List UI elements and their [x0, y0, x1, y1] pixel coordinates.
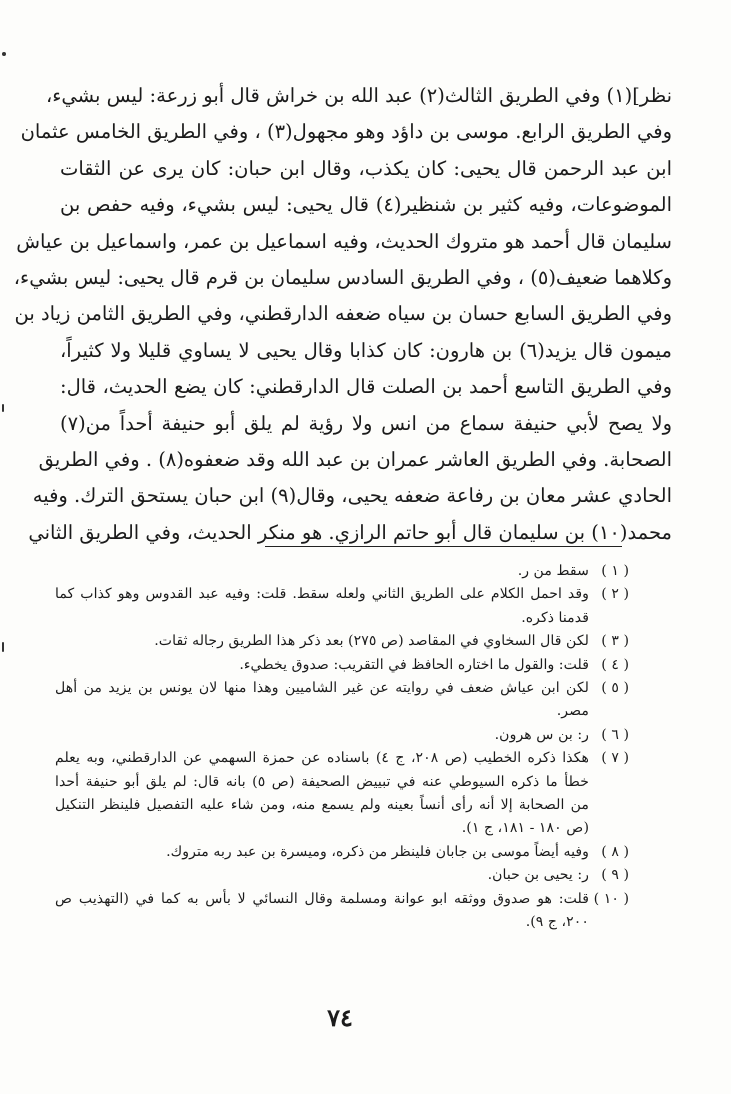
main-text-line: وفي الطريق السابع حسان بن سياه ضعفه الدارقطني، وفي الطريق الثامن زياد بن: [14, 302, 672, 326]
footnote-line: وفيه أيضاً موسى بن جابان فلينظر من ذكره، وميسرة بن عبد ربه متروك.: [166, 843, 589, 860]
main-text-line: نظر](١) وفي الطريق الثالث(٢) عبد الله بن خراش قال أبو زرعة: ليس بشيء،: [45, 84, 672, 107]
footnote-number: ( ١ ): [601, 563, 629, 579]
footnote-text: [55, 630, 589, 653]
footnote-line: قلت: والقول ما اختاره الحافظ في التقريب: صدوق يخطيء.: [239, 656, 589, 673]
footnote-text: [55, 724, 589, 747]
footnote-line: قلت: هو صدوق ووثقه ابو عوانة ومسلمة وقال النسائي لا بأس به كما في (التهذيب ص: [55, 890, 589, 907]
footnote-line: ر: يحيى بن حبان.: [487, 867, 589, 884]
footnote-text: [55, 677, 589, 724]
main-text-line: الحادي عشر معان بن رفاعة ضعفه يحيى، وقال(٩) ابن حبان يستحق الترك. وفيه: [32, 484, 672, 508]
footnote-line: مصر.: [556, 703, 589, 720]
footnote-line: ٢٠٠، ج ٩).: [525, 914, 589, 931]
footnote-number: ( ٦ ): [601, 726, 629, 743]
footnote: [55, 864, 629, 887]
main-text-line: وفي الطريق التاسع أحمد بن الصلت قال الدارقطني: كان يضع الحديث، قال:: [60, 375, 672, 399]
footnote-line: ر: بن س هرون.: [494, 726, 589, 743]
footnote: [55, 841, 629, 864]
footnote: [55, 888, 629, 935]
footnote-line: قدمنا ذكره.: [521, 609, 589, 626]
footnote-line: سقط من ر.: [517, 563, 589, 579]
main-text-line: وفي الطريق الرابع. موسى بن داؤد وهو مجهول(٣) ، وفي الطريق الخامس عثمان: [20, 120, 672, 144]
footnote-text: [55, 654, 589, 677]
footnote: [55, 677, 629, 724]
footnote-number: ( ٢ ): [601, 586, 629, 603]
footnote-separator: [265, 546, 622, 547]
footnote: [55, 583, 629, 630]
footnote-line: (ص ١٨٠ - ١٨١، ج ١).: [461, 820, 589, 837]
footnote-number: ( ٤ ): [601, 656, 629, 673]
footnote: [55, 724, 629, 747]
main-text-body: [13, 78, 672, 551]
footnote-text: [55, 841, 589, 864]
footnote-text: [55, 864, 589, 887]
footnote-line: وقد احمل الكلام على الطريق الثاني ولعله سقط. قلت: وفيه عبد القدوس وهو كذاب كما: [55, 586, 589, 603]
main-text-line: سليمان قال أحمد هو متروك الحديث، وفيه اسماعيل بن عمر، واسماعيل بن عياش: [16, 229, 672, 253]
main-text-line: ميمون قال يزيد(٦) بن هارون: كان كذابا وقال يحيى لا يساوي قليلا ولا كثيراً،: [60, 338, 672, 362]
footnotes-section: [55, 560, 629, 935]
footnote-line: خطأ ما ذكره السيوطي عنه في تبييض الصحيفة (ص ٥) بانه قال: لم يلق أبو حنيفة أحدا: [55, 773, 589, 790]
footnote-text: [55, 888, 589, 935]
footnote-line: لكن ابن عياش ضعف في روايته عن غير الشاميين وهذا منها لان يونس بن يزيد من أهل: [55, 680, 589, 697]
footnote-text: [55, 560, 589, 583]
margin-dot-bottom: [2, 642, 4, 652]
footnote-text: [55, 583, 589, 630]
margin-dot-top: [2, 52, 6, 56]
main-text-line: محمد(١٠) بن سليمان قال أبو حاتم الرازي. هو منكر الحديث، وفي الطريق الثاني: [28, 520, 672, 544]
footnote-number: ( ٧ ): [601, 750, 629, 767]
margin-dot-middle: [2, 404, 4, 412]
footnote: [55, 747, 629, 841]
footnote: [55, 654, 629, 677]
footnote: [55, 560, 629, 583]
footnote: [55, 630, 629, 653]
footnote-number: ( ١٠ ): [593, 890, 629, 907]
footnote-line: هكذا ذكره الخطيب (ص ٢٠٨، ج ٤) باسناده عن حمزة السهمي عن الدارقطني، وبه يعلم: [55, 750, 589, 767]
footnote-number: ( ٩ ): [601, 867, 629, 884]
footnote-text: [55, 747, 589, 841]
main-text-line: ولا يصح لأبي حنيفة سماع من انس ولا رؤية لم يلق أبو حنيفة أحداً من(٧): [60, 411, 672, 435]
footnote-number: ( ٨ ): [601, 843, 629, 860]
main-text-line: الموضوعات، وفيه كثير بن شنظير(٤) قال يحيى: ليس بشيء، وفيه حفص بن: [60, 193, 672, 217]
main-text-line: الصحابة. وفي الطريق العاشر عمران بن عبد الله وقد ضعفوه(٨) . وفي الطريق: [38, 447, 672, 471]
footnote-number: ( ٣ ): [601, 633, 629, 650]
footnote-number: ( ٥ ): [601, 680, 629, 697]
main-text-line: وكلاهما ضعيف(٥) ، وفي الطريق السادس سليمان بن قرم قال يحيى: ليس بشيء،: [13, 265, 672, 289]
footnote-line: لكن قال السخاوي في المقاصد (ص ٢٧٥) بعد ذكر هذا الطريق رجاله ثقات.: [154, 633, 589, 650]
page-number: ٧٤: [327, 1003, 353, 1032]
main-text-line: ابن عبد الرحمن قال يحيى: كان يكذب، وقال ابن حبان: كان يرى عن الثقات: [60, 156, 672, 180]
footnote-line: من الصحابة إلا أنه رأى أنساً بعينه ولم يسمع منه، ومن شاء عليه التفصيل فلينظر التنكيل: [55, 797, 589, 814]
